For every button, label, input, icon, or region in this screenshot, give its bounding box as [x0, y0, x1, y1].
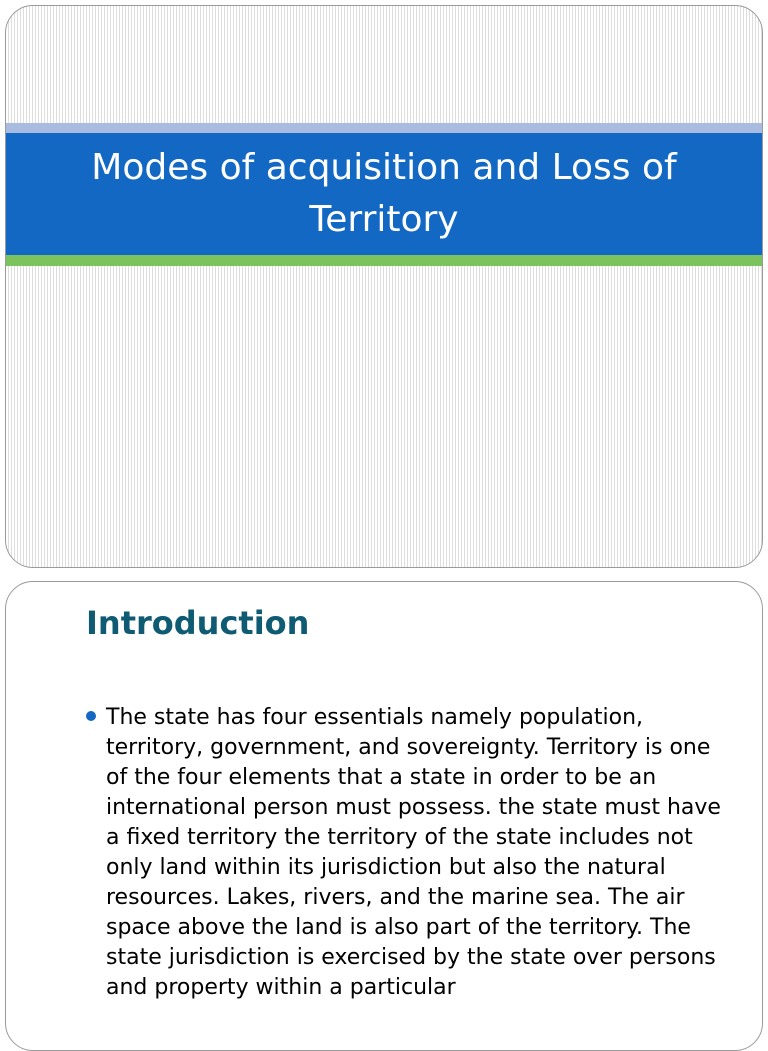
introduction-slide — [5, 581, 763, 1051]
title-slide — [5, 5, 763, 568]
slide-title: Modes of acquisition and Loss of Territory — [91, 147, 677, 240]
title-bottom-accent-band — [6, 255, 762, 266]
title-top-accent-band — [6, 123, 762, 133]
bullet-text: The state has four essentials namely population, territory, government, and sovereignty. Territory is one of the four elements that a state in order to be an international person must possess. the state must have a fixed territory the territory of the state includes not only land within its jurisdiction but also the natural resources. Lakes, rivers, and the marine sea. The air space above the land is also part of the territory. The state jurisdiction is exercised by the state over persons and property within a particular — [106, 705, 721, 1000]
slide-heading: Introduction — [86, 604, 310, 642]
bullet-item — [86, 703, 726, 1003]
bullet-dot-icon — [86, 711, 96, 721]
title-band — [6, 133, 762, 255]
